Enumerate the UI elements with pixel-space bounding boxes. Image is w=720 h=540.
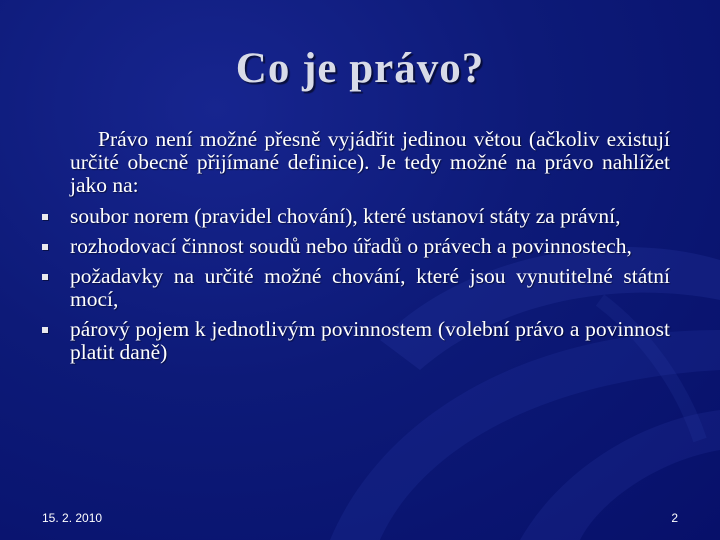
list-item [42,205,670,228]
bullet-list [42,205,670,364]
square-bullet-icon [42,327,48,333]
list-item [42,235,670,258]
square-bullet-icon [42,274,48,280]
bullet-text: rozhodovací činnost soudů nebo úřadů o právech a povinnostech, [70,234,632,258]
bullet-text: soubor norem (pravidel chování), které ustanoví státy za právní, [70,204,621,228]
square-bullet-icon [42,244,48,250]
bullet-text: párový pojem k jednotlivým povinnostem (volební právo a povinnost platit daně) [70,317,670,364]
square-bullet-icon [42,214,48,220]
intro-paragraph: Právo není možné přesně vyjádřit jedinou větou (ačkoliv existují určité obecně přijímané definice). Je tedy možné na právo nahlížet jako na: [70,127,670,197]
list-item [42,318,670,364]
slide-title: Co je právo? [235,45,485,92]
list-item [42,265,670,311]
slide-content [42,128,670,371]
page-number: 2 [671,511,678,525]
bullet-text: požadavky na určité možné chování, které jsou vynutitelné státní mocí, [70,264,670,311]
footer-date: 15. 2. 2010 [42,511,103,525]
